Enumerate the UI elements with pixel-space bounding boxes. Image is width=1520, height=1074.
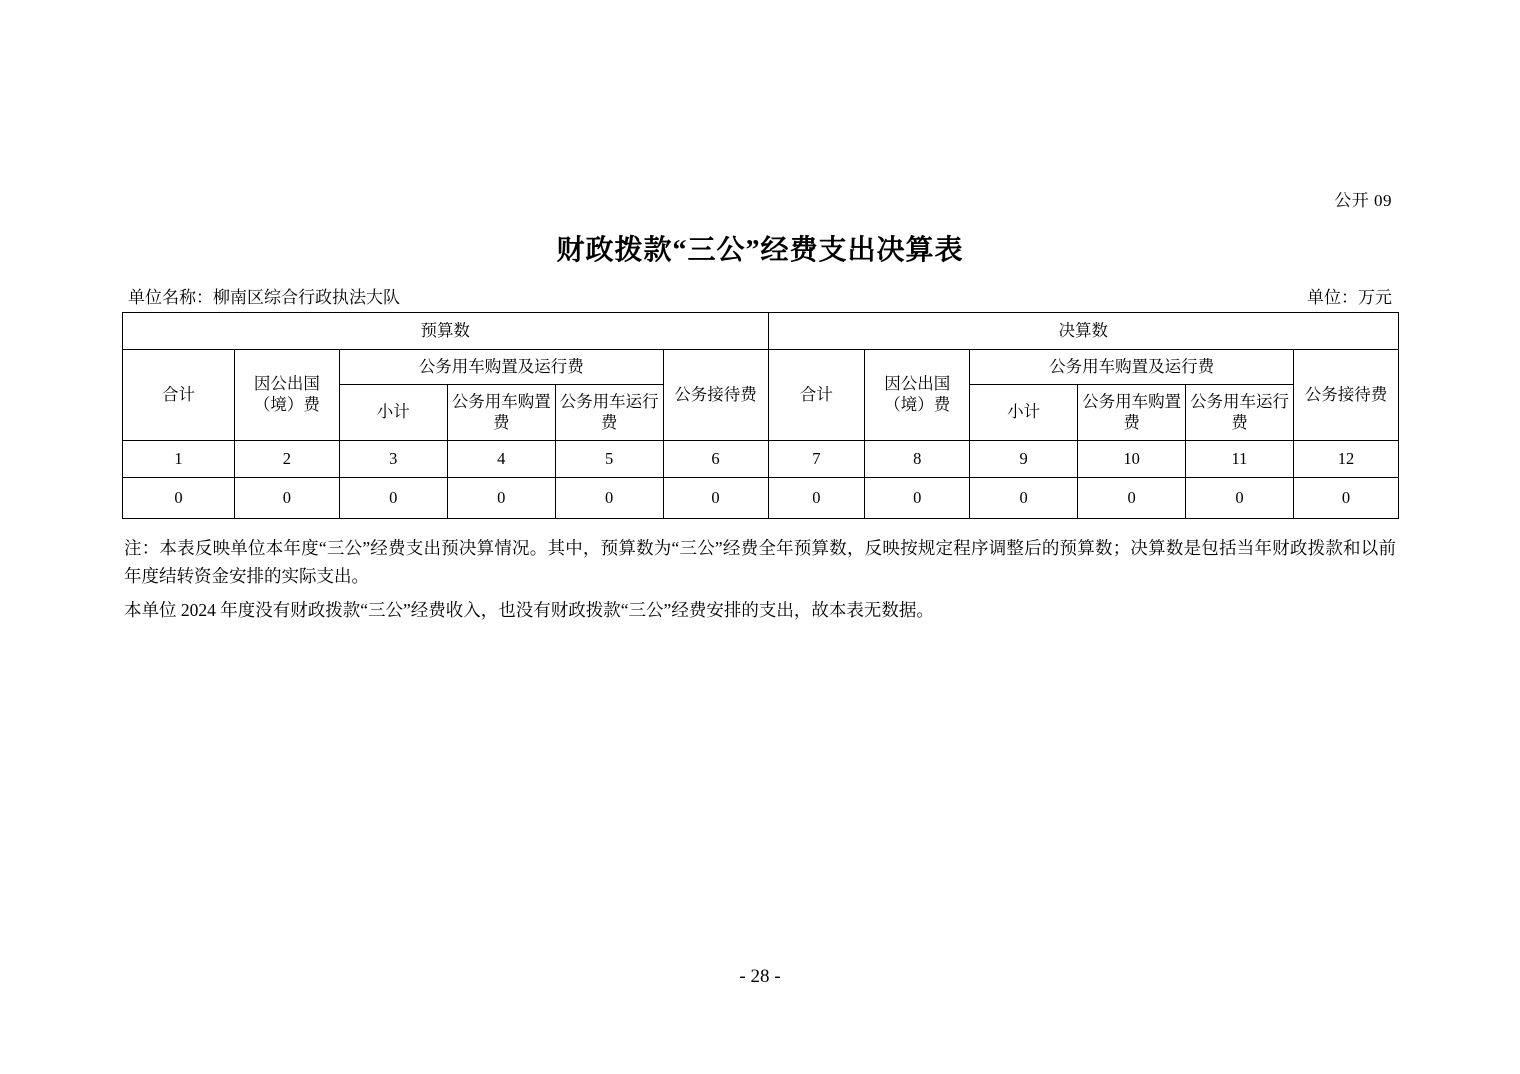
table-cell-value: 0 <box>234 478 339 519</box>
column-number: 12 <box>1293 441 1398 478</box>
column-number: 5 <box>555 441 663 478</box>
document-code: 公开 09 <box>1334 191 1392 210</box>
header-final-vehicle-subtotal: 小计 <box>970 385 1078 441</box>
table-cell-value: 0 <box>865 478 970 519</box>
table-cell-value: 0 <box>768 478 865 519</box>
table-cell-value: 0 <box>339 478 447 519</box>
header-budget-total: 合计 <box>123 350 235 441</box>
table-column-number-row <box>123 441 1399 478</box>
column-number: 1 <box>123 441 235 478</box>
header-budget-reception: 公务接待费 <box>663 350 768 441</box>
table-cell-value: 0 <box>1186 478 1294 519</box>
table-cell-value: 0 <box>1078 478 1186 519</box>
header-budget-vehicle-group: 公务用车购置及运行费 <box>339 350 663 385</box>
page-title: 财政拨款“三公”经费支出决算表 <box>556 235 964 266</box>
unit-measure-label: 单位：万元 <box>1307 288 1392 307</box>
table-cell-value: 0 <box>1293 478 1398 519</box>
column-number: 8 <box>865 441 970 478</box>
table-cell-value: 0 <box>123 478 235 519</box>
table-cell-value: 0 <box>447 478 555 519</box>
meta-row <box>128 283 1392 308</box>
header-final-reception: 公务接待费 <box>1293 350 1398 441</box>
note-line-1: 注：本表反映单位本年度“三公”经费支出预决算情况。其中，预算数为“三公”经费全年预算数，反映按规定程序调整后的预算数；决算数是包括当年财政拨款和以前年度结转资金安排的实际支出。 <box>124 538 1396 587</box>
header-final-total: 合计 <box>768 350 865 441</box>
table-row <box>123 478 1399 519</box>
header-final-vehicle-purchase: 公务用车购置费 <box>1078 385 1186 441</box>
three-public-expense-table <box>122 312 1399 519</box>
page-number: - 28 - <box>739 966 781 987</box>
table-cell-value: 0 <box>970 478 1078 519</box>
column-number: 6 <box>663 441 768 478</box>
header-final-vehicle-group: 公务用车购置及运行费 <box>970 350 1294 385</box>
header-budget-abroad: 因公出国（境）费 <box>234 350 339 441</box>
header-budget-vehicle-subtotal: 小计 <box>339 385 447 441</box>
table-notes <box>124 534 1396 624</box>
table-group-header-row <box>123 313 1399 350</box>
unit-name-label: 单位名称：柳南区综合行政执法大队 <box>128 288 400 307</box>
group-header-budget: 预算数 <box>123 313 769 350</box>
note-line-2: 本单位 2024 年度没有财政拨款“三公”经费收入，也没有财政拨款“三公”经费安排的支出，故本表无数据。 <box>124 599 934 620</box>
table-header-row-level2 <box>123 350 1399 385</box>
header-budget-vehicle-operation: 公务用车运行费 <box>555 385 663 441</box>
column-number: 11 <box>1186 441 1294 478</box>
column-number: 4 <box>447 441 555 478</box>
header-final-abroad: 因公出国（境）费 <box>865 350 970 441</box>
table-cell-value: 0 <box>555 478 663 519</box>
group-header-final: 决算数 <box>768 313 1398 350</box>
column-number: 9 <box>970 441 1078 478</box>
column-number: 7 <box>768 441 865 478</box>
column-number: 2 <box>234 441 339 478</box>
column-number: 3 <box>339 441 447 478</box>
table-cell-value: 0 <box>663 478 768 519</box>
header-budget-vehicle-purchase: 公务用车购置费 <box>447 385 555 441</box>
header-final-vehicle-operation: 公务用车运行费 <box>1186 385 1294 441</box>
column-number: 10 <box>1078 441 1186 478</box>
